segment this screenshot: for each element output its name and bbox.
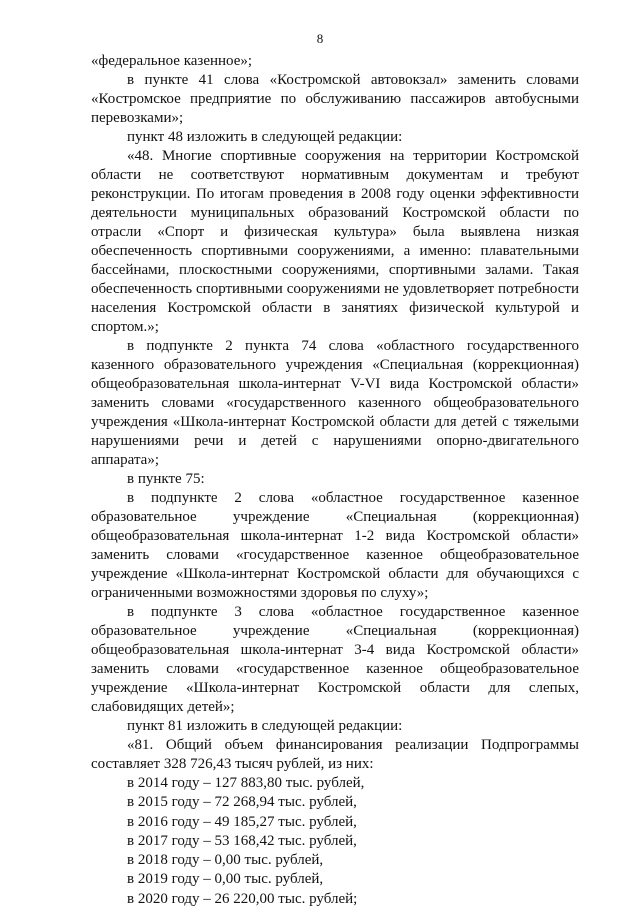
funding-year-item: в 2019 году – 0,00 тыс. рублей, xyxy=(127,871,324,888)
funding-year-item: в 2015 году – 72 268,94 тыс. рублей, xyxy=(127,794,357,811)
paragraph: «81. Общий объем финансирования реализации Подпрограммы составляет 328 726,43 тысяч рублей, из них: xyxy=(91,737,579,772)
funding-year-item: в 2020 году – 26 220,00 тыс. рублей; xyxy=(127,890,358,907)
paragraph: в пункте 41 слова «Костромской автовокзал» заменить словами «Костромское предприятие по обслуживанию пассажиров автобусными перевозками»; xyxy=(91,72,579,126)
paragraph: в подпункте 2 слова «областное государственное казенное образовательное учреждение «Специальная (коррекционная) общеобразовательная школа-интернат 1-2 вида Костромской области» заменить словами «государственное казенное общеобразовательное учреждение «Школа-интернат Костромской области для обучающихся с ограниченными возможностями здоровья по слуху»; xyxy=(91,490,579,601)
funding-year-item: в 2017 году – 53 168,42 тыс. рублей, xyxy=(127,832,357,849)
paragraph: пункт 48 изложить в следующей редакции: xyxy=(127,129,403,145)
document-body xyxy=(91,52,579,909)
funding-year-item: в 2016 году – 49 185,27 тыс. рублей, xyxy=(127,813,357,830)
paragraph: в пункте 75: xyxy=(127,471,205,487)
paragraph: в подпункте 3 слова «областное государственное казенное образовательное учреждение «Специальная (коррекционная) общеобразовательная школа-интернат 3-4 вида Костромской области» заменить словами «государственное казенное общеобразовательное учреждение «Школа-интернат Костромской области для слепых, слабовидящих детей»; xyxy=(91,604,579,715)
funding-by-year-list xyxy=(91,774,579,909)
paragraph: «48. Многие спортивные сооружения на территории Костромской области не соответствуют нормативным документам и требуют реконструкции. По итогам проведения в 2008 году оценки эффективности деятельности муниципальных образований Костромской области по отрасли «Спорт и физическая культура» была выявлена низкая обеспеченность спортивными сооружениями, а именно: плавательными бассейнами, плоскостными сооружениями, спортивными залами. Такая обеспеченность спортивными сооружениями не удовлетворяет потребности населения Костромской области в занятиях физической культурой и спортом.»; xyxy=(91,148,579,335)
paragraph: в подпункте 2 пункта 74 слова «областного государственного казенного образовательного учреждения «Специальная (коррекционная) общеобразовательная школа-интернат V-VI вида Костромской области» заменить словами «государственного казенного общеобразовательного учреждения «Школа-интернат Костромской области для детей с тяжелыми нарушениями речи и детей с нарушениями опорно-двигательного аппарата»; xyxy=(91,338,579,468)
funding-year-item: в 2018 году – 0,00 тыс. рублей, xyxy=(127,852,324,869)
paragraph: «федеральное казенное»; xyxy=(91,53,253,69)
paragraph: пункт 81 изложить в следующей редакции: xyxy=(127,718,403,734)
page-number: 8 xyxy=(316,31,324,46)
funding-year-item: в 2014 году – 127 883,80 тыс. рублей, xyxy=(127,775,365,791)
